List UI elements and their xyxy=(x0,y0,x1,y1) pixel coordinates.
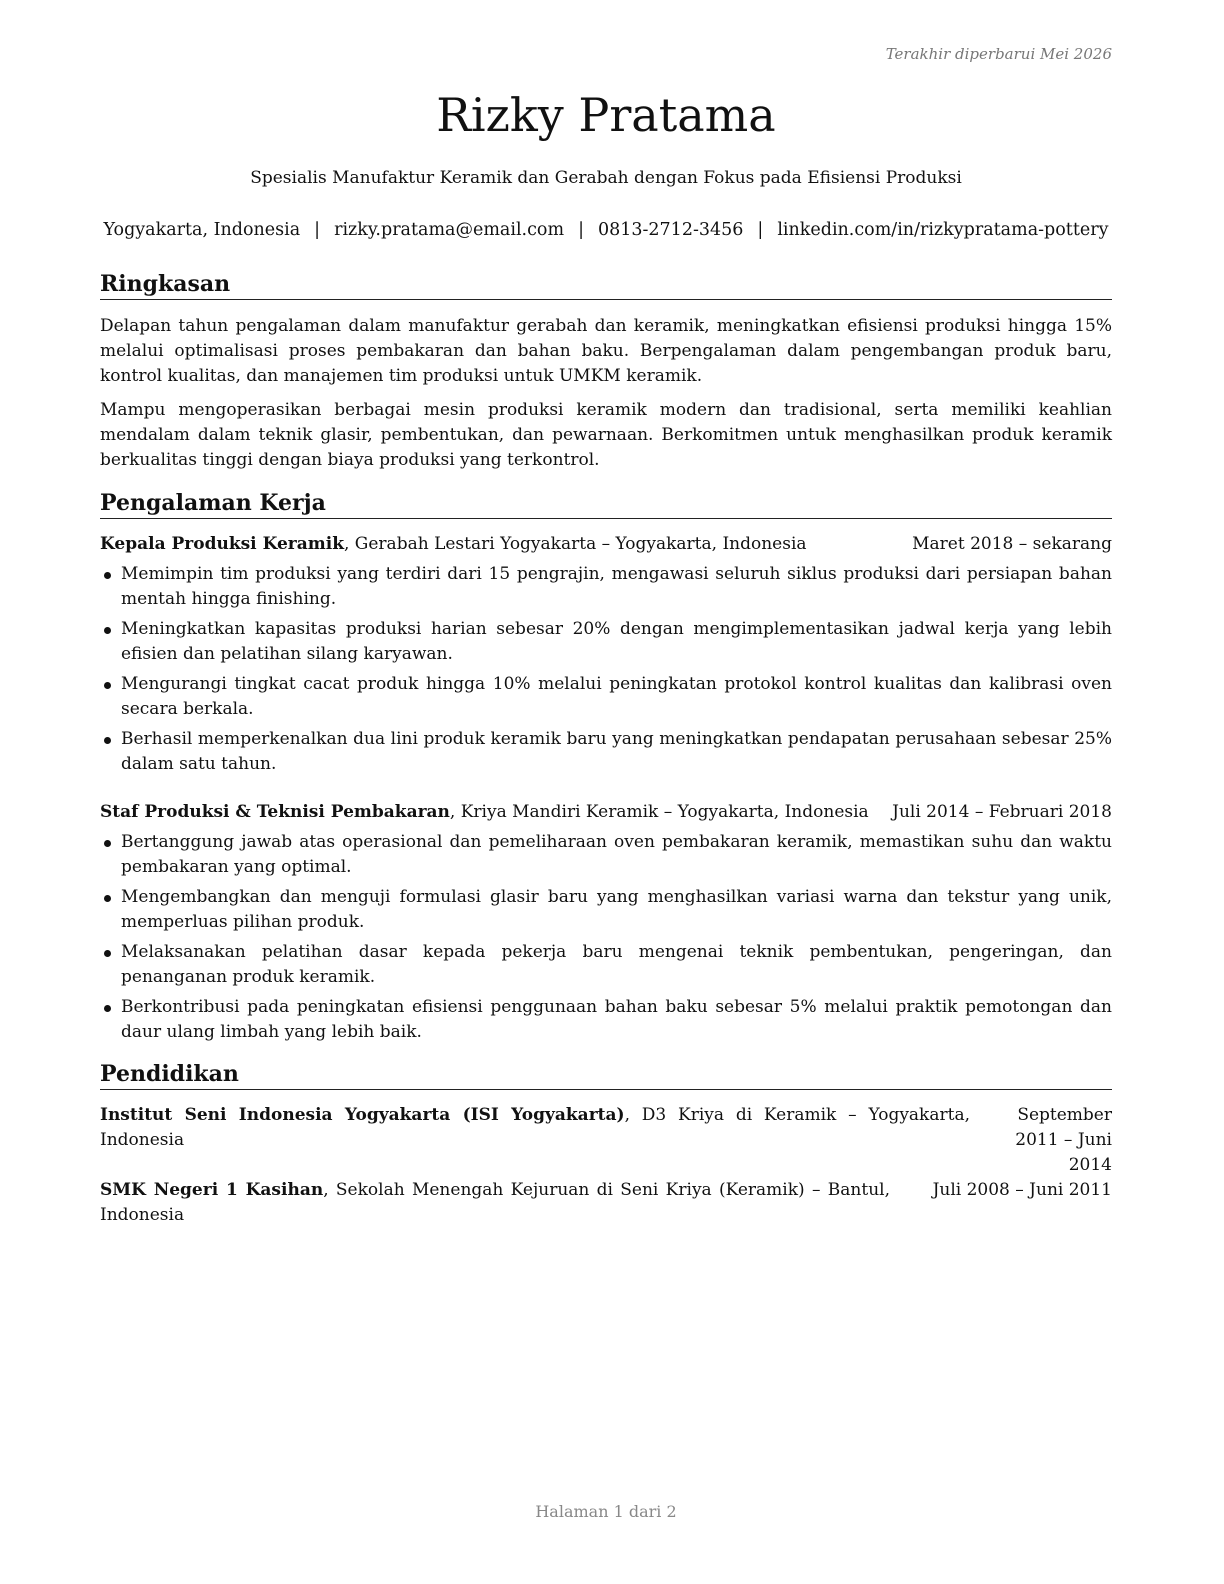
bullet-text: Berkontribusi pada peningkatan efisiensi penggunaan bahan baku sebesar 5% melalui praktik pemotongan dan daur ulang limbah yang lebih baik. xyxy=(121,997,1112,1042)
education-entry xyxy=(100,1103,1112,1178)
bullet-icon xyxy=(104,572,111,579)
bullet-text: Berhasil memperkenalkan dua lini produk keramik baru yang meningkatkan pendapatan perusahaan sebesar 25% dalam satu tahun. xyxy=(121,729,1112,774)
education-school: SMK Negeri 1 Kasihan xyxy=(100,1180,324,1200)
education-detail: , D3 Kriya di Keramik – Yogyakarta, Indonesia xyxy=(100,1105,970,1150)
bullet-icon xyxy=(104,950,111,957)
job-dates: Maret 2018 – sekarang xyxy=(912,534,1112,554)
education-entry xyxy=(100,1178,1112,1228)
summary-paragraph: Delapan tahun pengalaman dalam manufaktur gerabah dan keramik, meningkatkan efisiensi produksi hingga 15% melalui optimalisasi proses pembakaran dan bahan baku. Berpengalaman dalam pengembangan produk baru, kontrol kualitas, dan manajemen tim produksi untuk UMKM keramik. xyxy=(100,316,1112,386)
contact-separator: | xyxy=(314,220,321,240)
list-item xyxy=(100,940,1112,990)
job-header xyxy=(100,800,1112,825)
job-bullets xyxy=(100,562,1112,782)
education-line xyxy=(100,1178,890,1228)
list-item xyxy=(100,830,1112,880)
contact-linkedin[interactable]: linkedin.com/in/rizkypratama-pottery xyxy=(777,220,1109,240)
list-item xyxy=(100,562,1112,612)
list-item xyxy=(100,727,1112,777)
contact-separator: | xyxy=(757,220,764,240)
job-org: , Gerabah Lestari Yogyakarta – Yogyakarta, Indonesia xyxy=(343,534,807,554)
bullet-icon xyxy=(104,840,111,847)
job-role: Staf Produksi & Teknisi Pembakaran xyxy=(100,802,450,822)
bullet-text: Mengembangkan dan menguji formulasi glasir baru yang menghasilkan variasi warna dan tekstur yang unik, memperluas pilihan produk. xyxy=(121,887,1112,932)
summary-paragraph: Mampu mengoperasikan berbagai mesin produksi keramik modern dan tradisional, serta memiliki keahlian mendalam dalam teknik glasir, pembentukan, dan pewarnaan. Berkomitmen untuk menghasilkan produk keramik berkualitas tinggi dengan biaya produksi yang terkontrol. xyxy=(100,400,1112,470)
bullet-text: Mengurangi tingkat cacat produk hingga 10% melalui peningkatan protokol kontrol kualitas dan kalibrasi oven secara berkala. xyxy=(121,674,1112,719)
resume-page xyxy=(100,0,1112,1584)
bullet-icon xyxy=(104,682,111,689)
list-item xyxy=(100,885,1112,935)
job-role: Kepala Produksi Keramik xyxy=(100,534,344,554)
list-item xyxy=(100,617,1112,667)
contact-line xyxy=(100,220,1112,240)
contact-phone: 0813-2712-3456 xyxy=(597,220,744,240)
education-line xyxy=(100,1103,970,1178)
bullet-text: Memimpin tim produksi yang terdiri dari 15 pengrajin, mengawasi seluruh siklus produksi dari persiapan bahan mentah hingga finishing. xyxy=(121,564,1112,609)
section-title-education: Pendidikan xyxy=(100,1060,1112,1090)
contact-location: Yogyakarta, Indonesia xyxy=(103,220,301,240)
bullet-text: Bertanggung jawab atas operasional dan pemeliharaan oven pembakaran keramik, memastikan suhu dan waktu pembakaran yang optimal. xyxy=(121,832,1112,877)
section-title-experience: Pengalaman Kerja xyxy=(100,489,1112,519)
education-detail: , Sekolah Menengah Kejuruan di Seni Kriya (Keramik) – Bantul, Indonesia xyxy=(100,1180,890,1225)
contact-separator: | xyxy=(578,220,584,240)
bullet-icon xyxy=(104,1005,111,1012)
education-dates: September 2011 – Juni 2014 xyxy=(1015,1105,1112,1175)
education-school: Institut Seni Indonesia Yogyakarta (ISI Yogyakarta) xyxy=(100,1105,625,1125)
job-dates: Juli 2014 – Februari 2018 xyxy=(892,802,1112,822)
job-bullets xyxy=(100,830,1112,1050)
job-org: , Kriya Mandiri Keramik – Yogyakarta, Indonesia xyxy=(449,802,869,822)
job-title-line xyxy=(100,532,807,557)
list-item xyxy=(100,672,1112,722)
contact-email[interactable]: rizky.pratama@email.com xyxy=(334,220,565,240)
education-dates: Juli 2008 – Juni 2011 xyxy=(932,1180,1112,1200)
bullet-text: Melaksanakan pelatihan dasar kepada pekerja baru mengenai teknik pembentukan, pengeringan, dan penanganan produk keramik. xyxy=(121,942,1112,987)
job-title-line xyxy=(100,800,869,825)
candidate-name: Rizky Pratama xyxy=(436,88,776,142)
last-updated: Terakhir diperbarui Mei 2026 xyxy=(885,45,1112,63)
bullet-text: Meningkatkan kapasitas produksi harian sebesar 20% dengan mengimplementasikan jadwal kerja yang lebih efisien dan pelatihan silang karyawan. xyxy=(121,619,1112,664)
list-item xyxy=(100,995,1112,1045)
bullet-icon xyxy=(104,627,111,634)
tagline: Spesialis Manufaktur Keramik dan Gerabah dengan Fokus pada Efisiensi Produksi xyxy=(250,168,962,188)
bullet-icon xyxy=(104,895,111,902)
bullet-icon xyxy=(104,737,111,744)
job-header xyxy=(100,532,1112,557)
section-title-summary: Ringkasan xyxy=(100,270,1112,300)
page-number: Halaman 1 dari 2 xyxy=(535,1502,677,1521)
